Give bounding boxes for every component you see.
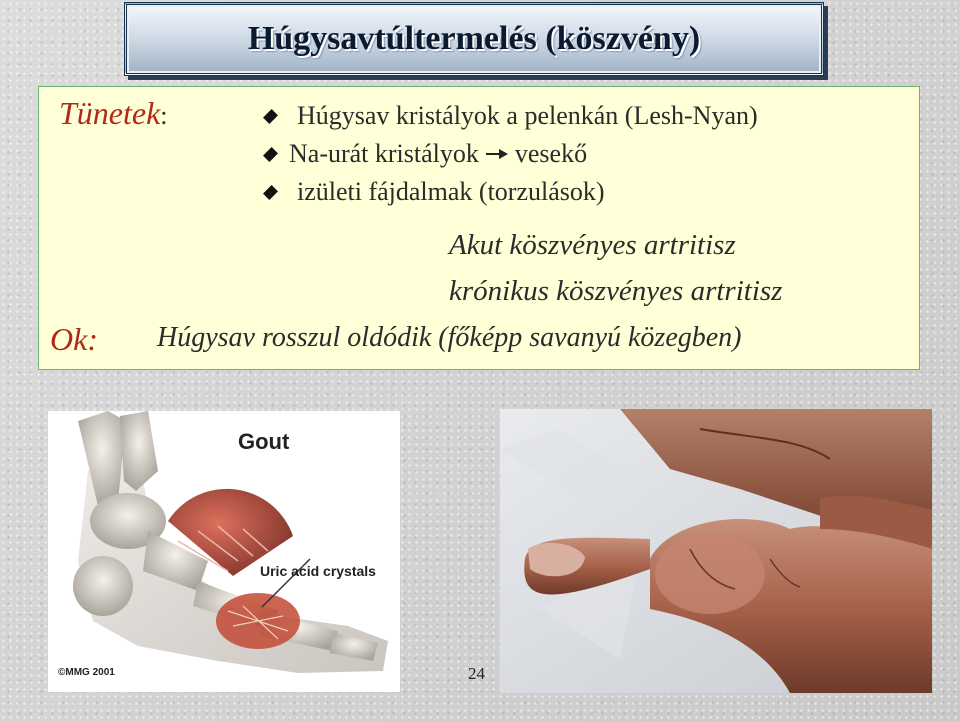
- acute-arthritis-text: Akut köszvényes artritisz: [449, 229, 736, 261]
- symptoms-label-colon: :: [160, 101, 168, 130]
- cause-text: Húgysav rosszul oldódik (főképp savanyú közegben): [157, 322, 742, 353]
- title-banner: [124, 2, 824, 76]
- figure-heading: Gout: [238, 429, 290, 454]
- chronic-arthritis-text: krónikus köszvényes artritisz: [449, 275, 783, 307]
- bullet-text: Na-urát kristályok: [289, 139, 479, 168]
- list-item: [262, 139, 587, 169]
- list-item: [262, 177, 605, 207]
- gout-foot-illustration: [48, 411, 400, 692]
- bullet-text-after: vesekő: [514, 139, 588, 168]
- diamond-bullet-icon: [263, 147, 278, 162]
- symptoms-label: [59, 95, 168, 132]
- gout-finger-photo: [500, 409, 932, 693]
- slide-title: Húgysavtúltermelés (köszvény): [247, 20, 701, 57]
- diamond-bullet-icon: [263, 109, 278, 124]
- bullet-text: izületi fájdalmak (torzulások): [297, 177, 605, 206]
- figure-caption: Uric acid crystals: [260, 563, 376, 579]
- arrow-right-icon: [485, 141, 509, 167]
- symptoms-label-text: Tünetek: [59, 95, 161, 131]
- copyright-text: ©MMG 2001: [58, 667, 115, 678]
- diamond-bullet-icon: [263, 185, 278, 200]
- bullet-text: Húgysav kristályok a pelenkán (Lesh-Nyan): [297, 101, 758, 130]
- page-number: 24: [468, 664, 485, 683]
- cause-label: Ok:: [50, 321, 98, 357]
- list-item: [262, 101, 758, 131]
